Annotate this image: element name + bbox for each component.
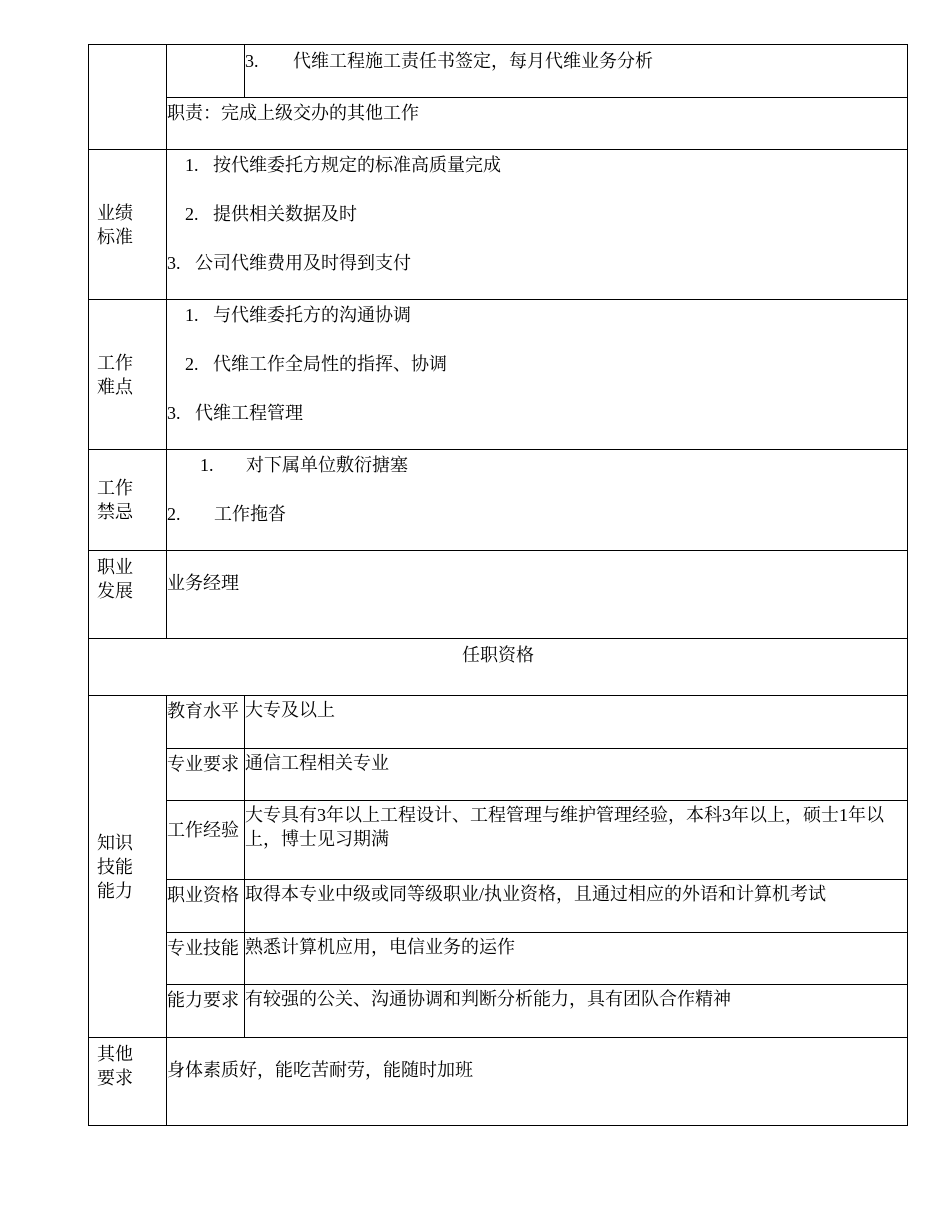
taboo-item: 1. 对下属单位敷衍搪塞 (200, 455, 408, 475)
qualification-row (89, 749, 908, 801)
qualification-title-row (89, 639, 908, 696)
qualification-key: 工作经验 (167, 801, 245, 880)
difficulty-item: 3. 代维工程管理 (167, 403, 303, 423)
job-description-sheet (88, 44, 907, 1126)
qualification-row (89, 801, 908, 880)
performance-row (89, 150, 908, 300)
career-value-cell (167, 551, 908, 639)
difficulties-list (167, 300, 908, 450)
difficulties-row (89, 300, 908, 450)
other-duty-cell (167, 98, 908, 150)
qualification-row (89, 985, 908, 1038)
duty-item-cell (245, 45, 908, 98)
other-duty-text: 职责：完成上级交办的其他工作 (167, 103, 419, 123)
qualification-key: 教育水平 (167, 696, 245, 749)
qualification-key: 专业要求 (167, 749, 245, 801)
qualification-key: 专业技能 (167, 933, 245, 985)
performance-list (167, 150, 908, 300)
duty-label-cell (89, 45, 167, 150)
career-label: 职业 发展 (89, 551, 167, 639)
other-duty-row (89, 98, 908, 150)
career-value: 业务经理 (167, 573, 239, 593)
taboo-item: 2. 工作拖沓 (167, 504, 286, 524)
qualification-title: 任职资格 (89, 639, 908, 696)
qualification-value: 熟悉计算机应用，电信业务的运作 (245, 933, 908, 985)
difficulty-item: 2. 代维工作全局性的指挥、协调 (185, 354, 447, 374)
qualification-row (89, 880, 908, 933)
other-value-cell (167, 1038, 908, 1126)
performance-item: 3. 公司代维费用及时得到支付 (167, 253, 411, 273)
qualification-value: 大专具有3年以上工程设计、工程管理与维护管理经验，本科3年以上，硕士1年以上，博士见习期满 (245, 801, 908, 880)
duty-item-text: 代维工程施工责任书签定，每月代维业务分析 (293, 51, 653, 71)
performance-item: 1. 按代维委托方规定的标准高质量完成 (185, 155, 501, 175)
taboos-label: 工作 禁忌 (89, 450, 167, 551)
qualification-value: 有较强的公关、沟通协调和判断分析能力，具有团队合作精神 (245, 985, 908, 1038)
duty-sub-cell (167, 45, 245, 98)
performance-label: 业绩 标准 (89, 150, 167, 300)
qualification-label: 知识 技能 能力 (89, 696, 167, 1038)
other-value: 身体素质好，能吃苦耐劳，能随时加班 (167, 1060, 473, 1080)
qualification-value: 通信工程相关专业 (245, 749, 908, 801)
qualification-row (89, 696, 908, 749)
qualification-value: 大专及以上 (245, 696, 908, 749)
job-description-table (88, 44, 908, 1126)
career-row (89, 551, 908, 639)
difficulty-item: 1. 与代维委托方的沟通协调 (185, 305, 411, 325)
difficulties-label: 工作 难点 (89, 300, 167, 450)
qualification-row (89, 933, 908, 985)
duty-item-number: 3. (245, 51, 259, 71)
qualification-key: 职业资格 (167, 880, 245, 933)
taboos-list (167, 450, 908, 551)
taboos-row (89, 450, 908, 551)
performance-item: 2. 提供相关数据及时 (185, 204, 357, 224)
other-label: 其他 要求 (89, 1038, 167, 1126)
qualification-value: 取得本专业中级或同等级职业/执业资格，且通过相应的外语和计算机考试 (245, 880, 908, 933)
duty-item-row (89, 45, 908, 98)
other-row (89, 1038, 908, 1126)
qualification-key: 能力要求 (167, 985, 245, 1038)
